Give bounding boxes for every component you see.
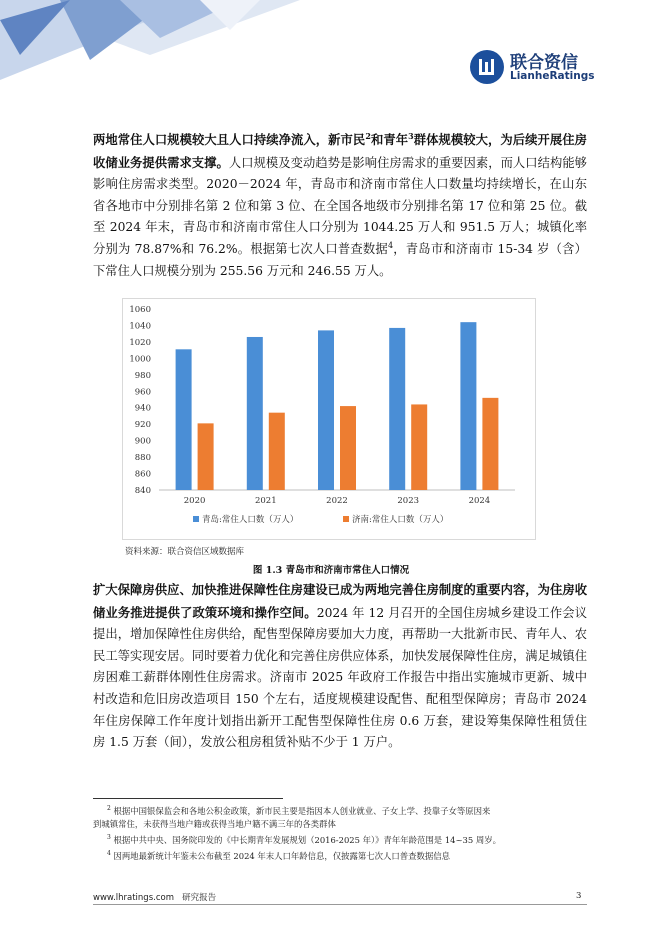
- y-tick-label: 1060: [129, 305, 151, 315]
- y-tick-label: 840: [134, 486, 151, 496]
- paragraph-body-end: ，青岛市和济南市 15-34 岁（含）下常住人口规模分别为 255.56 万元和 246.55 万人。: [93, 241, 587, 278]
- footnotes: [93, 802, 587, 862]
- paragraph-housing-policy: [93, 579, 587, 754]
- header-banner-graphic: [0, 0, 300, 110]
- x-tick-label: 2024: [468, 496, 491, 506]
- footnote-2-continued: 到城镇常住，未获得当地户籍或获得当地户籍不满三年的各类群体: [93, 818, 336, 829]
- footnote-3: $^3$ 根据中共中央、国务院印发的《中长期青年发展规划（2016-2025 年）》青年年龄范围是 14~35 周岁。: [107, 833, 501, 845]
- bar: [318, 330, 334, 490]
- page-number: 3: [576, 891, 582, 901]
- footer-website[interactable]: www.lhratings.com: [93, 893, 174, 903]
- x-tick-label: 2020: [183, 496, 206, 506]
- y-tick-label: 920: [134, 420, 151, 431]
- legend-label: 济南:常住人口数（万人）: [352, 515, 449, 525]
- bar: [482, 398, 498, 490]
- footnote-ref-4[interactable]: 4: [387, 240, 394, 250]
- legend-label: 青岛:常住人口数（万人）: [202, 515, 299, 525]
- footnote-ref-2[interactable]: 2: [365, 130, 371, 141]
- bar: [198, 423, 214, 490]
- legend-swatch: [343, 516, 349, 522]
- bar: [411, 404, 427, 490]
- legend-swatch: [193, 516, 199, 522]
- x-tick-label: 2022: [326, 496, 348, 506]
- logo-name-en: LianheRatings: [510, 70, 595, 82]
- bar: [389, 328, 405, 490]
- population-bar-chart: [122, 298, 536, 540]
- footer-divider: [93, 904, 587, 905]
- paragraph-lead: 两地常住人口规模较大且人口持续净流入，新市民$^2$和青年$^3$群体规模较大，为后续开展住房收储业务提供需求支撑。: [93, 130, 587, 170]
- chart-caption: 图 1.3 青岛市和济南市常住人口情况: [252, 565, 410, 576]
- logo-name-cn: 联合资信: [510, 53, 578, 73]
- bar: [176, 349, 192, 490]
- y-tick-label: 860: [134, 469, 151, 480]
- footnote-divider: [93, 798, 283, 799]
- footnote-2: $^2$ 根据中国银保监会和各地公积金政策，新市民主要是指因本人创业就业、子女上学、投靠子女等原因来: [107, 805, 491, 816]
- bar: [269, 413, 285, 490]
- x-tick-label: 2021: [254, 496, 277, 506]
- paragraph-lead: 扩大保障房供应、加快推进保障性住房建设已成为两地完善住房制度的重要内容，为住房收储业务推进提供了政策环境和操作空间。: [93, 582, 587, 620]
- paragraph-body: 人口规模及变动趋势是影响住房需求的重要因素，而人口结构能够影响住房需求类型。2020－2024 年，青岛市和济南市常住人口数量均持续增长，在山东省各地市中分别排名第 2 位和第 3 位、在全国各地级市分别排名第 17 位和第 25 位。截至 2024 年末，青岛市和济南市常住人口分别为 1044.25 万人和 951.5 万人；城镇化率分别为 78.87%和 76.2%。根据第七次人口普查数据: [93, 155, 587, 256]
- paragraph-population: [93, 129, 587, 282]
- logo-mark-icon: [470, 50, 504, 84]
- footnote-4: $^4$ 因两地最新统计年鉴未公布截至 2024 年末人口年龄信息，仅披露第七次人口普查数据信息: [107, 849, 451, 861]
- x-tick-label: 2023: [397, 496, 420, 506]
- chart-svg: [123, 299, 535, 539]
- y-tick-label: 900: [134, 436, 151, 447]
- y-tick-label: 880: [134, 453, 151, 464]
- bar: [460, 322, 476, 490]
- bar: [247, 337, 263, 490]
- company-logo: [470, 48, 600, 88]
- bar: [340, 406, 356, 490]
- y-tick-label: 980: [134, 370, 151, 381]
- paragraph-body: 2024 年 12 月召开的全国住房城乡建设工作会议提出，增加保障性住房供给，配售型保障房要加大力度，再帮助一大批新市民、青年人、农民工等实现安居。同时要着力优化和完善住房供应体系，加快发展保障性住房，满足城镇住房困难工薪群体刚性住房需求。济南市 2025 年政府工作报告中指出实施城市更新、城中村改造和危旧房改造项目 150 个左右，适度规模建设配售、配租型保障房；青岛市 2024 年住房保障工作年度计划指出新开工配售型保障性住房 0.6 万套，建设筹集保障性租赁住房 1.5 万套（间），发放公租房租赁补贴不少于 1 万户。: [93, 605, 587, 750]
- y-tick-label: 1040: [129, 321, 151, 332]
- y-tick-label: 1000: [129, 354, 151, 365]
- page-footer: [93, 891, 216, 903]
- footer-doc-type: 研究报告: [182, 893, 217, 903]
- y-tick-label: 1020: [129, 337, 151, 348]
- footnote-ref-3[interactable]: 3: [408, 130, 414, 141]
- chart-source: 资料来源：联合资信区域数据库: [125, 547, 245, 557]
- y-tick-label: 960: [134, 387, 151, 398]
- y-tick-label: 940: [134, 403, 151, 414]
